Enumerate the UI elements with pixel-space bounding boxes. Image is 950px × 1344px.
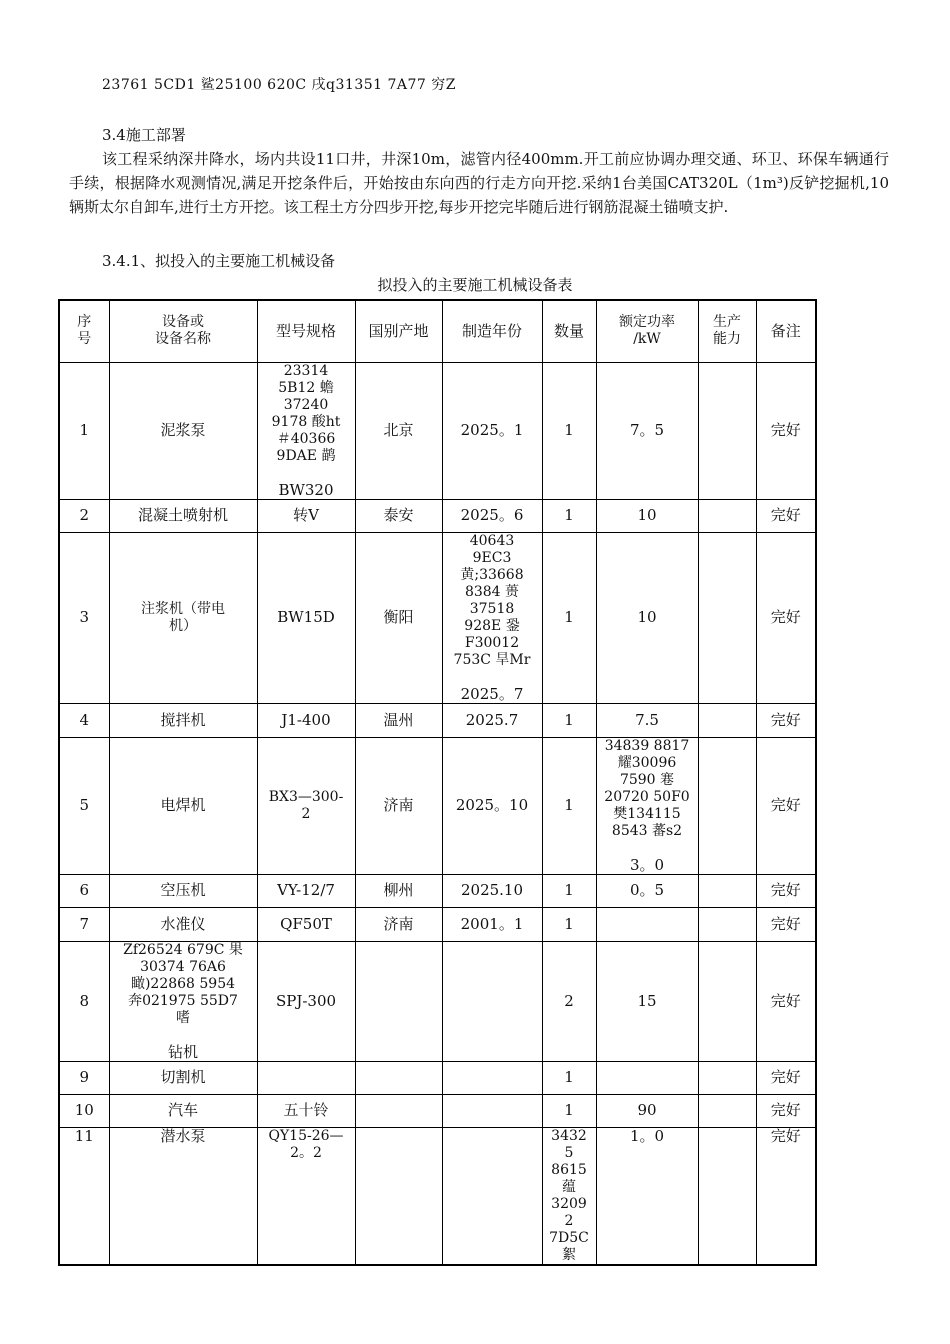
cell-qty: 1 [542,874,596,907]
table-row [59,1127,816,1265]
cell-name: 汽车 [109,1094,257,1127]
cell-name-text: Zf26524 679C 果 30374 76A6 瞰)22868 5954 奔021975 55D7 嗜 [123,941,243,1026]
col-header-name: 设备或 设备名称 [109,300,257,362]
section-title: 3.4施工部署 [102,126,186,144]
table-caption: 拟投入的主要施工机械设备表 [377,276,573,294]
cell-origin [355,1094,442,1127]
cell-name: 搅拌机 [109,703,257,737]
cell-power-text: 34839 8817 耀30096 7590 寋 20720 50F0 樊134115 8543 蕃s2 [604,737,690,839]
cell-note: 完好 [756,907,816,941]
cell-no: 11 [59,1127,109,1265]
cell-capacity [698,1127,756,1265]
cell-note: 完好 [756,737,816,874]
cell-note: 完好 [756,362,816,499]
cell-origin [355,941,442,1061]
cell-year [442,1094,542,1127]
cell-qty: 1 [542,737,596,874]
cell-capacity [698,1061,756,1094]
cell-model: BW15D [257,532,355,703]
cell-model-text: 23314 5B12 蟾 37240 9178 酸ht ＃40366 9DAE 鹋 [271,362,341,464]
cell-origin: 济南 [355,737,442,874]
cell-no: 3 [59,532,109,703]
cell-qty: 1 [542,1094,596,1127]
cell-origin: 北京 [355,362,442,499]
cell-no: 9 [59,1061,109,1094]
cell-capacity [698,907,756,941]
cell-origin: 柳州 [355,874,442,907]
table-row [59,703,816,737]
table-row [59,362,816,499]
table-row [59,1094,816,1127]
cell-origin: 济南 [355,907,442,941]
cell-year [442,1061,542,1094]
cell-name [109,941,257,1061]
cell-capacity [698,1094,756,1127]
cell-year: 2025。6 [442,499,542,532]
cell-note: 完好 [756,1094,816,1127]
cell-capacity [698,362,756,499]
cell-model: VY-12/7 [257,874,355,907]
col-header-model: 型号规格 [257,300,355,362]
cell-year [442,532,542,703]
cell-qty: 1 [542,907,596,941]
cell-model [257,362,355,499]
cell-capacity [698,874,756,907]
cell-no: 5 [59,737,109,874]
cell-year-bottom: 2025。7 [460,684,524,703]
cell-model: BX3—300- 2 [257,737,355,874]
header-code-line: 23761 5CD1 鲨25100 620C 戌q31351 7A77 穷Z [102,77,457,93]
cell-power [596,907,698,941]
cell-power: 7。5 [596,362,698,499]
cell-power: 90 [596,1094,698,1127]
table-row [59,499,816,532]
body-paragraph: 该工程采纳深井降水，场内共设11口井，井深10m，滤管内径400mm.开工前应协调办理交通、环卫、环保车辆通行手续，根据降水观测情况,满足开挖条件后，开始按由东向西的行走方向开挖.采纳1台美国CAT320L（1m³)反铲挖掘机,10辆斯太尔自卸车,进行土方开挖。该工程土方分四步开挖,每步开挖完毕随后进行钢筋混凝土锚喷支护. [69,150,889,216]
cell-no: 8 [59,941,109,1061]
cell-qty: 1 [542,362,596,499]
cell-capacity [698,703,756,737]
cell-model-bottom: BW320 [278,480,334,499]
cell-model [257,1061,355,1094]
table-row [59,907,816,941]
cell-name: 混凝土喷射机 [109,499,257,532]
cell-note: 完好 [756,1061,816,1094]
cell-note: 完好 [756,874,816,907]
cell-note: 完好 [756,532,816,703]
equipment-table [58,299,817,1266]
cell-no: 6 [59,874,109,907]
col-header-power: 额定功率 /kW [596,300,698,362]
cell-no: 7 [59,907,109,941]
cell-model: 转V [257,499,355,532]
cell-year: 2025。10 [442,737,542,874]
cell-model: 五十铃 [257,1094,355,1127]
cell-origin: 衡阳 [355,532,442,703]
cell-power [596,737,698,874]
cell-no: 1 [59,362,109,499]
cell-qty: 2 [542,941,596,1061]
cell-origin [355,1127,442,1265]
cell-note: 完好 [756,941,816,1061]
cell-note: 完好 [756,703,816,737]
col-header-year: 制造年份 [442,300,542,362]
table-row [59,874,816,907]
cell-no: 4 [59,703,109,737]
cell-name: 泥浆泵 [109,362,257,499]
cell-note: 完好 [756,499,816,532]
subsection-title: 3.4.1、拟投入的主要施工机械设备 [102,252,336,270]
cell-qty: 1 [542,499,596,532]
cell-origin: 泰安 [355,499,442,532]
cell-qty: 3432 5 8615 蕴 3209 2 7D5C 絮 [542,1127,596,1265]
col-header-qty: 数量 [542,300,596,362]
table-row [59,532,816,703]
cell-model: SPJ-300 [257,941,355,1061]
cell-capacity [698,499,756,532]
cell-no: 2 [59,499,109,532]
cell-qty: 1 [542,703,596,737]
cell-capacity [698,941,756,1061]
cell-year [442,1127,542,1265]
cell-qty: 1 [542,1061,596,1094]
cell-no: 10 [59,1094,109,1127]
cell-year [442,941,542,1061]
table-row [59,941,816,1061]
cell-power: 0。5 [596,874,698,907]
cell-origin: 温州 [355,703,442,737]
cell-capacity [698,532,756,703]
col-header-origin: 国别产地 [355,300,442,362]
cell-name: 水准仪 [109,907,257,941]
cell-model: J1-400 [257,703,355,737]
col-header-no: 序 号 [59,300,109,362]
cell-name: 空压机 [109,874,257,907]
col-header-capacity: 生产 能力 [698,300,756,362]
cell-note: 完好 [756,1127,816,1265]
cell-power: 10 [596,532,698,703]
cell-power: 1。0 [596,1127,698,1265]
cell-name: 注浆机（带电 机） [109,532,257,703]
cell-year-text: 40643 9EC3 黄;33668 8384 蒉 37518 928E 銎 F30012 753C 旱Mr [453,532,531,668]
cell-model: QY15-26— 2。2 [257,1127,355,1265]
cell-name: 潜水泵 [109,1127,257,1265]
cell-year: 2025.7 [442,703,542,737]
cell-capacity [698,737,756,874]
col-header-note: 备注 [756,300,816,362]
table-row [59,1061,816,1094]
cell-year: 2025.10 [442,874,542,907]
cell-year: 2001。1 [442,907,542,941]
cell-year: 2025。1 [442,362,542,499]
cell-name: 切割机 [109,1061,257,1094]
cell-power-bottom: 3。0 [629,855,665,874]
cell-origin [355,1061,442,1094]
cell-power [596,1061,698,1094]
cell-model: QF50T [257,907,355,941]
cell-name: 电焊机 [109,737,257,874]
cell-name-bottom: 钻机 [167,1042,198,1061]
cell-power: 10 [596,499,698,532]
cell-power: 7.5 [596,703,698,737]
table-row [59,737,816,874]
table-header-row [59,300,816,362]
cell-power: 15 [596,941,698,1061]
cell-qty: 1 [542,532,596,703]
